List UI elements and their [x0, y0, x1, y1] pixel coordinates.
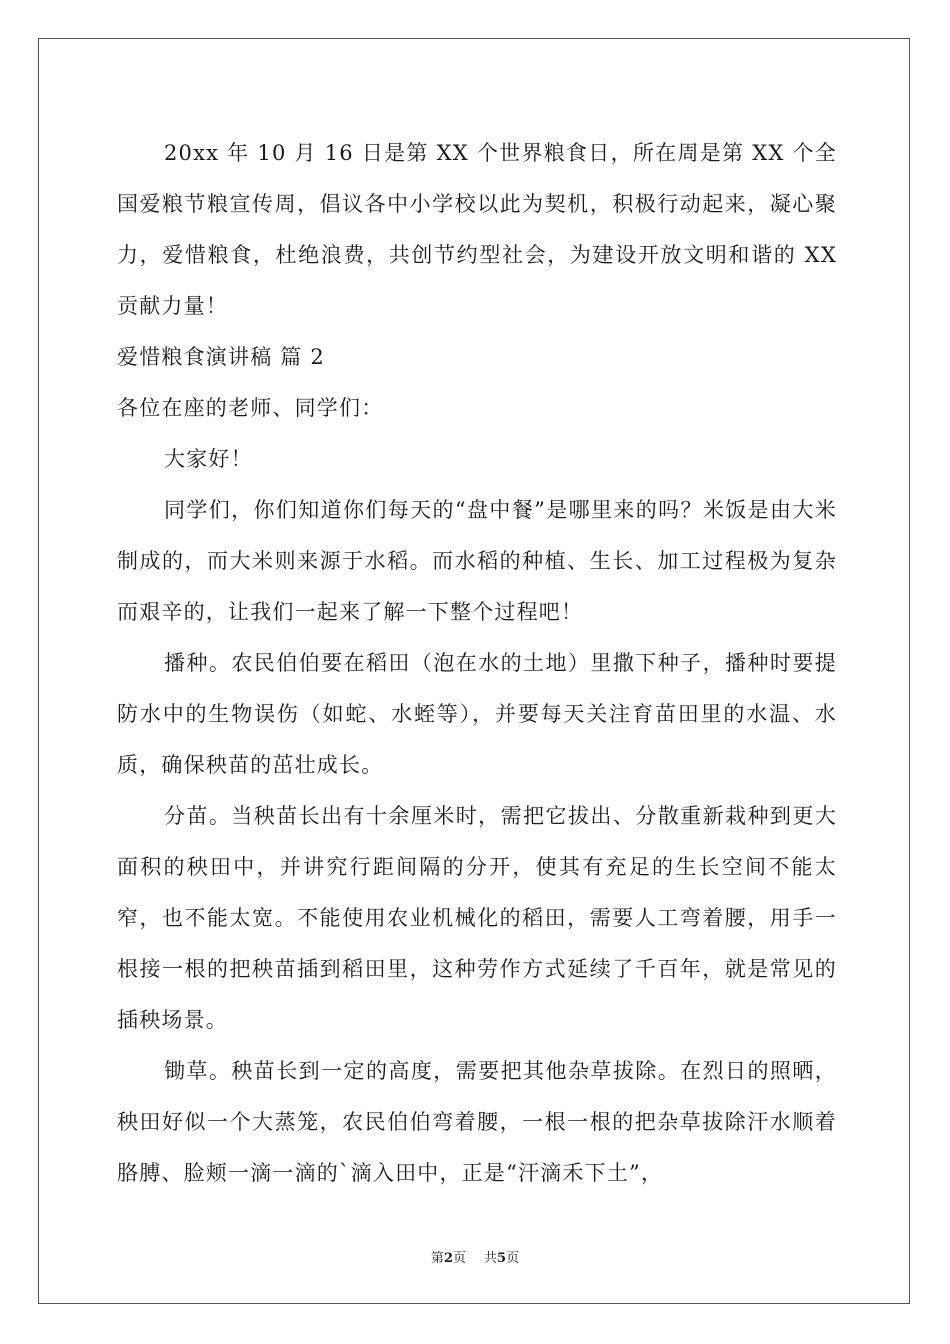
footer-page-mid: 页 — [452, 1251, 466, 1266]
section-heading: 爱惜粮食演讲稿 篇 2 — [117, 345, 325, 369]
salutation: 各位在座的老师、同学们： — [117, 396, 384, 420]
paragraph-question: 同学们，你们知道你们每天的“盘中餐”是哪里来的吗？米饭是由大米制成的，而大米则来源于水稻。而水稻的种植、生长、加工过程极为复杂而艰辛的，让我们一起来了解一下整个过程吧！ — [117, 498, 837, 624]
greeting: 大家好！ — [164, 447, 253, 471]
footer-total-prefix: 共 — [484, 1251, 498, 1266]
paragraph-weeding: 锄草。秧苗长到一定的高度，需要把其他杂草拔除。在烈日的照晒，秧田好似一个大蒸笼，农民伯伯弯着腰，一根一根的把杂草拔除汗水顺着胳膊、脸颊一滴一滴的`滴入田中，正是“汗滴禾下土”， — [117, 1059, 837, 1185]
document-body — [117, 128, 837, 1199]
paragraph-seedling: 分苗。当秧苗长出有十余厘米时，需把它拔出、分散重新栽种到更大面积的秧田中，并讲究行距间隔的分开，使其有充足的生长空间不能太窄，也不能太宽。不能使用农业机械化的稻田，需要人工弯着腰，用手一根接一根的把秧苗插到稻田里，这种劳作方式延续了千百年，就是常见的插秧场景。 — [117, 804, 837, 1032]
page-footer — [0, 1247, 950, 1266]
footer-page-prefix: 第 — [430, 1251, 444, 1266]
paragraph-intro: 20xx 年 10 月 16 日是第 XX 个世界粮食日，所在周是第 XX 个全国爱粮节粮宣传周，倡议各中小学校以此为契机，积极行动起来，凝心聚力，爱惜粮食，杜绝浪费，共创节约型社会，为建设开放文明和谐的 XX 贡献力量！ — [117, 141, 837, 318]
footer-total-suffix: 页 — [506, 1251, 520, 1266]
footer-page-total: 5 — [497, 1251, 507, 1266]
footer-page-current: 2 — [443, 1251, 453, 1266]
paragraph-sowing: 播种。农民伯伯要在稻田（泡在水的土地）里撒下种子，播种时要提防水中的生物误伤（如蛇、水蛭等），并要每天关注育苗田里的水温、水质，确保秧苗的茁壮成长。 — [117, 651, 837, 777]
